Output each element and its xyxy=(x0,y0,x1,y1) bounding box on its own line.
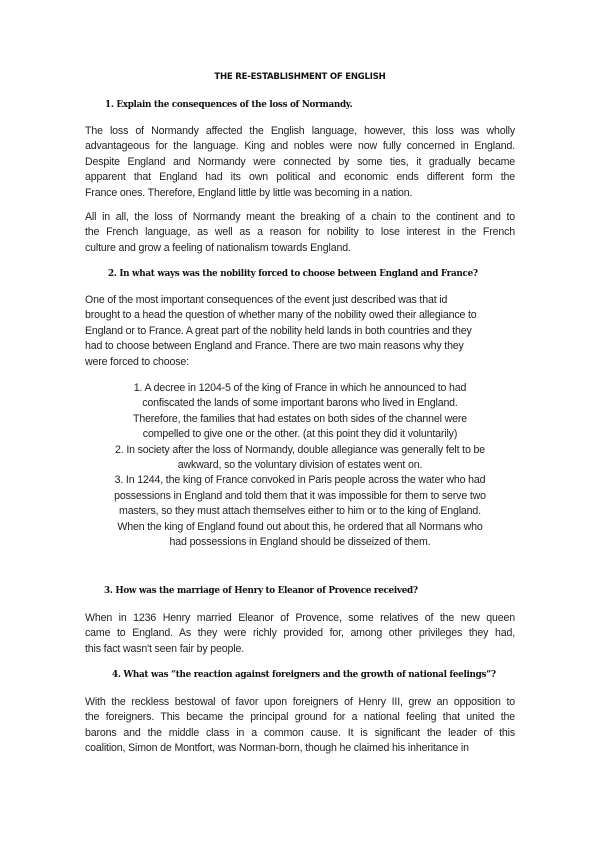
text-line: came to England. As they were richly provided for, among other privileges they had, xyxy=(85,627,515,640)
section-heading-3: 3. How was the marriage of Henry to Eleanor of Provence received? xyxy=(104,586,418,596)
text-line: One of the most important consequences of the event just described was that id xyxy=(85,294,448,306)
text-line: Despite England and Normandy were connected by some ties, it gradually became xyxy=(85,155,515,168)
text-line: 1. A decree in 1204-5 of the king of France in which he announced to had xyxy=(133,382,467,394)
text-line: advantageous for the language. King and nobles were now fully concerned in England. xyxy=(85,140,515,153)
text-line: France ones. Therefore, England little by little was becoming in a nation. xyxy=(85,186,413,199)
text-line: barons and the middle class in a common cause. It is significant the leader of this xyxy=(85,726,515,739)
text-line: had to choose between England and France. There are two main reasons why they xyxy=(85,340,464,353)
text-line: compelled to give one or the other. (at this point they did it voluntarily) xyxy=(142,428,458,441)
reasons-list xyxy=(85,381,515,550)
text-line: the foreigners. This became the principal ground for a national feeling that united the xyxy=(85,711,515,724)
section-heading-2: 2. In what ways was the nobility forced to choose between England and France? xyxy=(108,269,478,279)
document-title: THE RE-ESTABLISHMENT OF ENGLISH xyxy=(214,72,386,82)
section-heading-4: 4. What was “the reaction against foreigners and the growth of national feelings”? xyxy=(112,670,496,680)
text-line: England or to France. A great part of the nobility held lands in both countries and they xyxy=(85,324,472,337)
text-line: awkward, so the voluntary division of estates went on. xyxy=(177,458,423,471)
paragraph xyxy=(85,124,515,201)
text-line: Therefore, the families that had estates on both sides of the channel were xyxy=(133,412,467,425)
text-line: apparent that England had its own political and economic ends different form the xyxy=(85,171,515,184)
text-line: possessions in England and told them that it was impossible for them to serve two xyxy=(114,489,486,502)
text-line: brought to a head the question of whether many of the nobility owed their allegiance to xyxy=(85,309,477,322)
text-line: the French language, as well as a reason for nobility to lose interest in the French xyxy=(85,226,515,239)
paragraph xyxy=(85,210,515,256)
text-line: When in 1236 Henry married Eleanor of Provence, some relatives of the new queen xyxy=(85,612,515,624)
paragraph xyxy=(85,611,515,657)
text-line: this fact wasn't seen fair by people. xyxy=(85,642,244,655)
text-line: With the reckless bestowal of favor upon foreigners of Henry III, grew an opposition to xyxy=(85,696,515,708)
text-line: The loss of Normandy affected the English language, however, this loss was wholly xyxy=(85,125,515,137)
text-line: were forced to choose: xyxy=(85,355,189,368)
text-line: culture and grow a feeling of nationalism towards England. xyxy=(85,241,351,254)
text-line: When the king of England found out about this, he ordered that all Normans who xyxy=(117,520,483,533)
text-line: masters, so they must attach themselves either to him or to the king of England. xyxy=(119,505,481,518)
text-line: coalition, Simon de Montfort, was Norman-born, though he claimed his inheritance in xyxy=(85,742,469,755)
text-line: had possessions in England should be disseized of them. xyxy=(169,535,431,548)
text-line: 3. In 1244, the king of France convoked in Paris people across the water who had xyxy=(114,474,486,487)
text-line: confiscated the lands of some important barons who lived in England. xyxy=(142,397,458,410)
paragraph xyxy=(85,695,515,757)
section-heading-1: 1. Explain the consequences of the loss of Normandy. xyxy=(105,100,353,110)
text-line: 2. In society after the loss of Normandy, double allegiance was generally felt to be xyxy=(115,443,485,456)
text-line: All in all, the loss of Normandy meant the breaking of a chain to the continent and to xyxy=(85,211,515,223)
paragraph xyxy=(85,293,515,370)
